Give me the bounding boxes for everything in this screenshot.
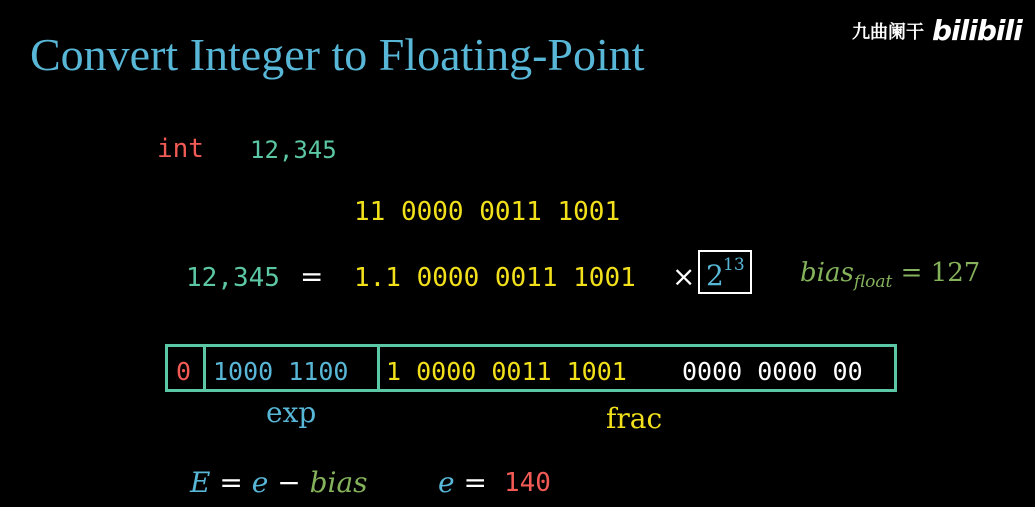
equation-equals: = — [300, 260, 324, 293]
power-base: 2 — [706, 259, 724, 292]
watermark — [852, 14, 1022, 47]
formula-minus: − — [277, 466, 301, 499]
formula-bias: bias — [309, 466, 368, 499]
formula-equals: = — [219, 466, 243, 499]
e-symbol: e — [438, 466, 455, 499]
bilibili-logo: bilibili — [932, 14, 1022, 47]
bias-equals: = — [900, 258, 923, 288]
sign-bit: 0 — [176, 357, 192, 386]
exponent-formula — [190, 466, 368, 499]
exponent-bits: 1000 1100 — [213, 357, 349, 386]
bias-subscript: float — [853, 272, 893, 293]
formula-e: e — [251, 466, 269, 499]
int-value: 12,345 — [250, 136, 337, 164]
slide-title: Convert Integer to Floating-Point — [30, 29, 645, 80]
binary-representation: 11 0000 0011 1001 — [354, 197, 621, 227]
sign-divider — [203, 347, 206, 389]
exp-field-label: exp — [266, 396, 317, 429]
int-type-label: int — [157, 134, 204, 164]
formula-E: E — [190, 466, 211, 499]
equation-lhs: 12,345 — [186, 263, 280, 293]
bias-value: 127 — [930, 258, 981, 288]
bias-note — [800, 258, 980, 292]
exp-divider — [377, 347, 380, 389]
e-assignment — [438, 466, 487, 499]
fraction-padding-bits: 0000 0000 00 — [682, 357, 863, 386]
fraction-bits: 1 0000 0011 1001 — [386, 357, 627, 386]
e-equals: = — [463, 466, 487, 499]
channel-name: 九曲阑干 — [852, 21, 924, 43]
e-value: 140 — [504, 468, 551, 498]
normalized-mantissa: 1.1 0000 0011 1001 — [354, 263, 636, 293]
power-exponent: 13 — [723, 255, 745, 275]
frac-field-label: frac — [606, 402, 663, 435]
times-symbol: × — [672, 260, 696, 293]
bias-name: bias — [800, 258, 854, 288]
